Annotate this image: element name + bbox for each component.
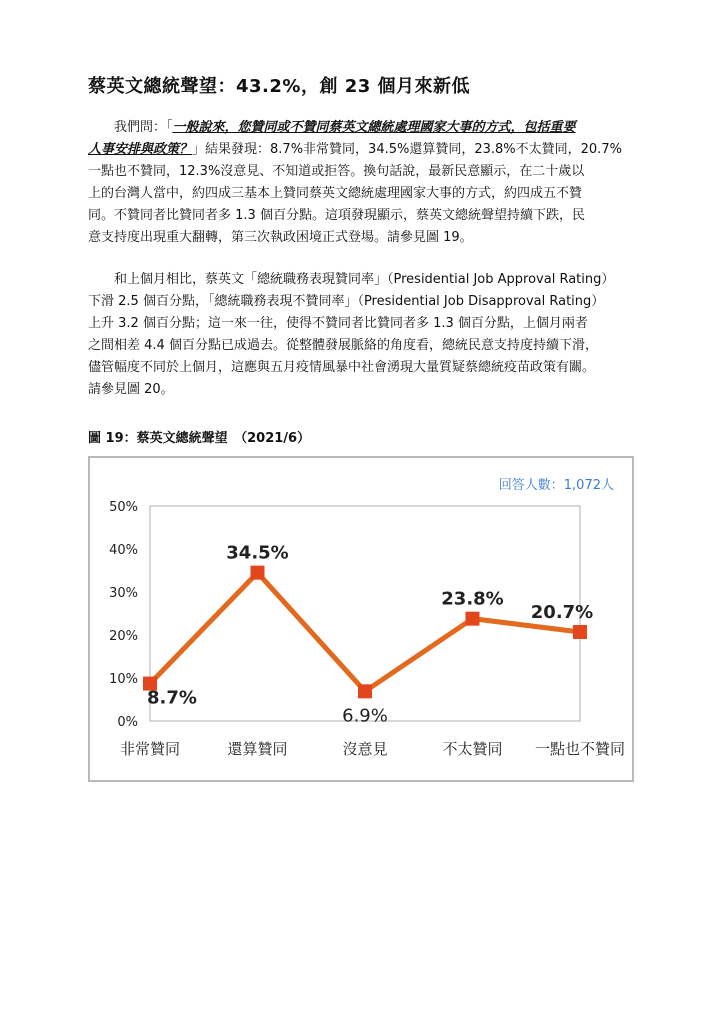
x-tick-label: 沒意見 — [342, 740, 388, 758]
survey-question: 一般說來，您贊同或不贊同蔡英文總統處理國家大事的方式，包括重要 — [172, 120, 576, 135]
y-tick-label: 50% — [109, 500, 138, 515]
x-tick-label: 一點也不贊同 — [534, 740, 626, 758]
data-label: 34.5% — [226, 542, 289, 564]
chart-container — [88, 456, 634, 782]
data-point — [358, 684, 372, 698]
respondent-count: 回答人數：1,072人 — [498, 478, 614, 493]
data-label: 20.7% — [530, 601, 594, 623]
figure-caption: 圖 19：蔡英文總統聲望 （2021/6） — [88, 431, 311, 446]
y-tick-label: 10% — [109, 672, 138, 687]
page-title: 蔡英文總統聲望：43.2%，創 23 個月來新低 — [88, 76, 471, 97]
paragraph-2: 和上個月相比，蔡英文「總統職務表現贊同率」（Presidential Job Approval Rating） 下滑 2.5 個百分點，「總統職務表現不贊同率」（Presidential Job Disapproval Rating） 上升 3.2 個百分點；這一來一往，使得不贊同者比贊同者多 1.3 個百分點，上個月兩者 之間相差 4.4 個百分點已成過去。從整體發展脈絡的角度看，總統民意支持度持續下滑， 儘管幅度不同於上個月，這應與五月疫情風暴中社會湧現大量質疑蔡總統疫苗政策有關。 請參見圖 20。 — [88, 272, 615, 397]
survey-question-cont: 人事安排與政策？ — [88, 142, 193, 157]
x-tick-label: 還算贊同 — [227, 740, 288, 758]
y-tick-label: 40% — [109, 543, 138, 558]
x-tick-label: 不太贊同 — [442, 740, 503, 758]
data-label: 6.9% — [342, 705, 388, 727]
y-tick-label: 20% — [109, 629, 138, 644]
paragraph-1: 我們問：「一般說來，您贊同或不贊同蔡英文總統處理國家大事的方式，包括重要 人事安排與政策？」結果發現：8.7%非常贊同，34.5%還算贊同，23.8%不太贊同，20.7% 一點也不贊同，12.3%沒意見、不知道或拒答。換句話說，最新民意顯示，在二十歲以 上的台灣人當中，約四成三基本上贊同蔡英文總統處理國家大事的方式，約四成五不贊 同。不贊同者比贊同者多 1.3 個百分點。這項發現顯示，蔡英文總統聲望持續下跌，民 意支持度出現重大翻轉，第三次執政困境正式登場。請參見圖 19。 — [88, 120, 622, 245]
data-point — [251, 566, 265, 580]
data-label: 8.7% — [147, 687, 197, 709]
data-point — [466, 612, 480, 626]
y-tick-label: 0% — [117, 715, 138, 730]
x-tick-label: 非常贊同 — [119, 740, 181, 758]
series-line — [150, 573, 580, 692]
line-chart — [90, 458, 632, 780]
y-tick-label: 30% — [109, 586, 138, 601]
data-label: 23.8% — [441, 588, 504, 610]
data-point — [573, 625, 587, 639]
